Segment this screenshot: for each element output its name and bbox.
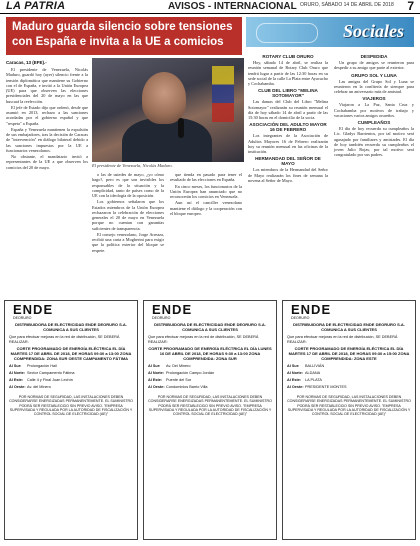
paragraph: o las de ustedes de mayo, ¿yo cómo hago?, pero es que son invisibles los responsables de la situación y la complicidad, tanto de países como de la UE con la ideología de la oposición.: [92, 172, 164, 198]
sociales-banner: [246, 17, 414, 47]
zone-direction: Al Sur:: [287, 363, 300, 368]
zone-value: Prolongación Hail: [27, 363, 57, 368]
zone-row: [148, 364, 272, 369]
ad-footer: POR NORMAS DE SEGURIDAD, LAS INSTALACIONES DEBEN CONSIDERARSE ENERGIZADAS PERMANENTEMENTE. EL SUMINISTRO PODRÁ SER RESTABLECIDO SIN PREVIO AVISO. "EMPRESA SUPERVISADA Y REGULADA POR LA AUTORIDAD DE FISCALIZACIÓN Y CONTROL SOCIAL DE ELECTRICIDAD (AE)": [148, 394, 272, 417]
zone-value: Av. Del Minero: [166, 363, 191, 368]
ad-company: DISTRIBUIDORA DE ELECTRICIDAD ENDE DEORURO S.A. COMUNICA A SUS CLIENTES: [293, 322, 405, 332]
social-item-title: ASOCIACIÓN DEL ADULTO MAYOR 16 DE FEBRERO: [249, 122, 327, 133]
paragraph: España y Venezuela mantienen la expulsión de sus embajadores, tras la decisión de Caracas de "intervención" en diálogo bilateral debido a las sanciones impuestas por la UE a funcionarios venezolanos.: [6, 126, 88, 153]
zone-row: [9, 378, 133, 383]
article-column-3: [170, 172, 242, 297]
social-item-title: CLUB DEL LIBRO "MELINA SOTOMAYOR": [258, 88, 318, 99]
paragraph: El presidente de Venezuela, Nicolás Maduro, guardó hoy (ayer) silencio frente a la tensión diplomática que mantiene su Gobierno con el de España, e invitó a la Unión Europea (UE) para que observen las elecciones presidenciales del 20 de mayo en las que buscará la reelección.: [6, 67, 88, 104]
paragraph: En cinco meses, los funcionarios de la Unión Europea han anunciado que no reconocerán los comicios en Venezuela.: [170, 183, 242, 199]
article-column-2: [92, 172, 164, 297]
ad-intro: Que para efectuar mejoras en la red de distribución, SE DEBERÁ REALIZAR:: [148, 335, 259, 344]
social-item-text: Las damas del Club del Libro "Melina Sotomayor" realizarán su reunión mensual el día de hoy sábado 14 de abril a partir de las 15:30 horas en el domicilio de la socia.: [248, 99, 328, 120]
ende-ad: [282, 300, 416, 540]
paragraph: que tienda en pasado para tener el resultado de las elecciones en España.: [170, 172, 242, 183]
ad-cut-notice: CORTE PROGRAMADO DE ENERGÍA ELÉCTRICA EL DÍA MARTES 17 DE ABRIL DE 2018, DE HORAS 09:30 a 15:00 ZONA COMPRENDIDA: ZONA ESTE: [288, 346, 410, 361]
social-item-text: Hoy, sábado 14 de abril, se realiza la reunión semanal de Rotary Club Oruro que tendrá lugar a partir de las 12:30 horas en su sede social de la calle La Plata entre Ayacucho y Cochabamba.: [248, 60, 329, 86]
ende-logo: ENDE: [291, 302, 332, 317]
social-item-text: Las amigas del Grupo Sol y Luna se reunieron en la confitería de siempre para celebrar un aniversario más de amistad.: [334, 78, 414, 94]
zone-direction: Al Este:: [148, 377, 163, 382]
zone-row: [148, 385, 272, 390]
paragraph: El jefe de Estado dijo que ordenó, desde que asumió en 2013, rechazo a las sanciones acordadas por el gobierno español y que "respeta" a España.: [6, 104, 88, 126]
zone-direction: Al Este:: [9, 377, 24, 382]
ende-logo: ENDE: [13, 302, 54, 317]
paragraph: Aun así el canciller venezolano mantiene el diálogo y la cooperación con el bloque europeo.: [170, 200, 242, 216]
ende-logo-sub: DEORURO: [291, 316, 310, 320]
ende-ads-row: [4, 300, 416, 542]
zone-direction: Al Sur:: [148, 363, 161, 368]
ende-ad: [4, 300, 138, 540]
zone-value: Prolongación Campo Jordán: [166, 370, 215, 375]
zone-direction: Al Oeste:: [287, 384, 304, 389]
zone-value: PRESIDENTE MONTES: [305, 384, 347, 389]
social-item-text: Viajaron a La Paz, Santa Cruz y Cochabamba por motivos de trabajo y vacaciones varios amigos orureños.: [334, 102, 414, 118]
sociales-column-b: [334, 52, 414, 296]
zone-direction: Al Norte:: [9, 370, 26, 375]
ad-footer: POR NORMAS DE SEGURIDAD, LAS INSTALACIONES DEBEN CONSIDERARSE ENERGIZADAS PERMANENTEMENTE. EL SUMINISTRO PODRÁ SER RESTABLECIDO SIN PREVIO AVISO. "EMPRESA SUPERVISADA Y REGULADA POR LA AUTORIDAD DE FISCALIZACIÓN Y CONTROL SOCIAL DE ELECTRICIDAD (AE)": [9, 394, 133, 417]
zone-value: Calle 4 y Final Juan Lechín: [27, 377, 73, 382]
zone-row: [287, 378, 411, 383]
zone-row: [148, 371, 272, 376]
social-item-text: Un grupo de amigos se reunieron para despedir a su amigo que parte al exterior.: [334, 60, 414, 71]
social-item-title: GRUPO SOL Y LUNA: [351, 72, 397, 78]
article-column-1: [6, 67, 88, 297]
section-title: AVISOS - INTERNACIONAL: [168, 1, 297, 12]
zone-row: [9, 371, 133, 376]
zone-value: Puente del Sur: [166, 377, 192, 382]
ad-intro: Que para efectuar mejoras en la red de distribución, SE DEBERÁ REALIZAR:: [9, 335, 120, 344]
ende-logo-sub: DEORURO: [152, 316, 171, 320]
ende-ad: [143, 300, 277, 540]
sociales-column-a: [248, 52, 328, 296]
zone-direction: Al Este:: [287, 377, 302, 382]
photo-caption: El presidente de Venezuela, Nicolás Maduro.: [92, 163, 173, 168]
zone-direction: Al Sur:: [9, 363, 22, 368]
ad-cut-notice: CORTE PROGRAMADO DE ENERGÍA ELÉCTRICA EL DÍA LUNES 16 DE ABRIL DE 2018, DE HORAS 9:30 a 13:00 ZONA COMPRENDIDA: ZONA SUR: [148, 346, 272, 361]
microphone-icon: [178, 118, 184, 138]
page-number: 7: [407, 0, 414, 13]
zone-value: Condominios Barrio Villa: [166, 384, 208, 389]
ende-logo-sub: DEORURO: [13, 316, 32, 320]
zone-direction: Al Oeste:: [9, 384, 26, 389]
article-photo: [92, 58, 244, 162]
zone-row: [287, 371, 411, 376]
social-item-text: El día de hoy recuerda su cumpleaños la Lic. Gladys Barrientos, por tal motivo será agasajado por familiares y amistades. El día de hoy también recuerda su cumpleaños el joven Julio Rojas, por tal motivo será congratulado por sus padres.: [334, 126, 414, 158]
ad-intro: Que para efectuar mejoras en la red de distribución, SE DEBERÁ REALIZAR:: [287, 335, 398, 344]
zone-row: [9, 385, 133, 390]
social-item-title: DESPEDIDA: [360, 54, 388, 59]
dateline: ORURO, SÁBADO 14 DE ABRIL DE 2018: [300, 2, 394, 8]
paragraph: El consejo venezolano, Jorge Arreaza, recibió una carta a Mogherini para exigir que la política exterior del bloque se respete.: [92, 231, 164, 253]
zone-direction: Al Oeste:: [148, 384, 165, 389]
social-item-text: Los miembros de la Hermandad del Señor de Mayo realizarán los fines de semana la novena al Señor de Mayo.: [248, 167, 328, 183]
article-headline: Maduro guarda silencio sobre tensiones con España e invita a la UE a comicios: [6, 17, 242, 55]
banner-ornament: [256, 23, 318, 43]
zone-direction: Al Norte:: [148, 370, 165, 375]
zone-value: Av. del Minero: [27, 384, 51, 389]
zone-row: [287, 364, 411, 369]
article-byline: Caracas, 13 (EFE).-: [6, 60, 47, 65]
social-item-title: VIAJEROS: [362, 96, 386, 102]
sociales-title: Sociales: [343, 21, 404, 41]
ad-cut-notice: CORTE PROGRAMADO DE ENERGÍA ELÉCTRICA EL DÍA MARTES 17 DE ABRIL DE 2018, DE HORAS 09:30 a 13:00 ZONA COMPRENDIDA: ZONA SUR OESTE CAMPAMENTO FÁTIMA: [10, 346, 132, 361]
zone-value: LA PLATA: [305, 377, 322, 382]
zone-value: ALDANA: [305, 370, 321, 375]
masthead: LA PATRIA: [6, 0, 66, 12]
social-item-title: ROTARY CLUB ORURO: [262, 54, 314, 59]
page-header: [0, 0, 420, 14]
ad-company: DISTRIBUIDORA DE ELECTRICIDAD ENDE DEORURO S.A. COMUNICA A SUS CLIENTES: [15, 322, 127, 332]
zone-direction: Al Norte:: [287, 370, 304, 375]
zone-value: BALLIVIÁN: [305, 363, 325, 368]
zone-row: [9, 364, 133, 369]
ad-company: DISTRIBUIDORA DE ELECTRICIDAD ENDE DEORURO S.A. COMUNICA A SUS CLIENTES: [154, 322, 266, 332]
photo-figure-head: [142, 72, 186, 124]
photo-figure-body: [122, 118, 212, 162]
zone-row: [287, 385, 411, 390]
social-item-text: Los integrantes de la Asociación de Adultos Mayores 16 de Febrero realizarán hoy su reunión mensual en las oficinas de la institución.: [248, 133, 328, 154]
ad-footer: POR NORMAS DE SEGURIDAD, LAS INSTALACIONES DEBEN CONSIDERARSE ENERGIZADAS PERMANENTEMENTE. EL SUMINISTRO PODRÁ SER RESTABLECIDO SIN PREVIO AVISO. "EMPRESA SUPERVISADA Y REGULADA POR LA AUTORIDAD DE FISCALIZACIÓN Y CONTROL SOCIAL DE ELECTRICIDAD (AE)": [287, 394, 411, 417]
flag-graphic: [212, 66, 234, 122]
social-item-title: HERMANDAD DEL SEÑOR DE MAYO: [255, 156, 321, 167]
paragraph: Los gobiernos señalaron que los Estados miembros de la Unión Europea rechazaron la celebración de elecciones generales el 20 de mayo en Venezuela porque no cuentan con garantías suficientes de transparencia.: [92, 199, 164, 231]
zone-row: [148, 378, 272, 383]
paragraph: No obstante, el mandatario invitó a representantes de la UE a que observen los comicios del 20 de mayo.: [6, 154, 88, 170]
ende-logo: ENDE: [152, 302, 193, 317]
social-item-title: CUMPLEAÑOS: [357, 120, 391, 125]
zone-value: Sector Campamento Fátima: [27, 370, 75, 375]
